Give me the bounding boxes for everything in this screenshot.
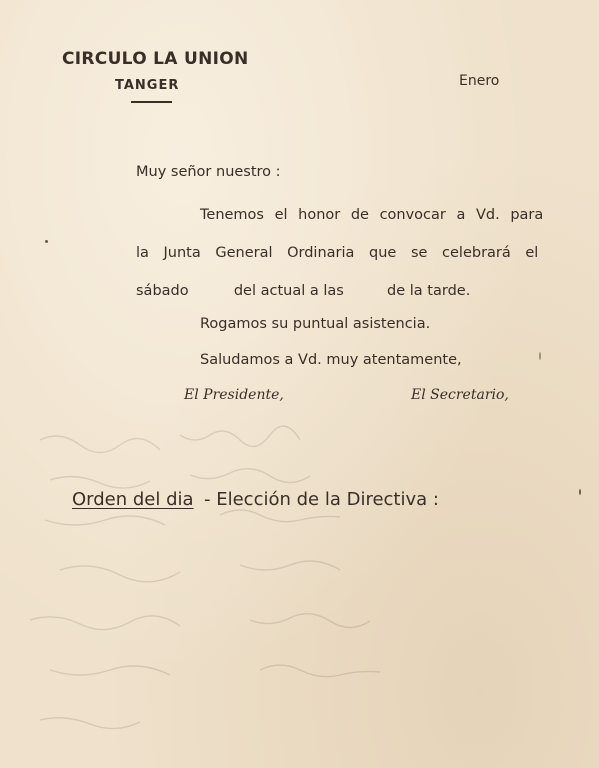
paper-speck: [539, 352, 541, 360]
agenda-separator: -: [204, 489, 211, 510]
letter-line-5: Saludamos a Vd. muy atentamente,: [200, 352, 462, 368]
letter-line-2: [136, 245, 538, 261]
letter-line-1: [200, 207, 543, 223]
secretary-signature-label: El Secretario,: [411, 387, 509, 403]
header-divider: [131, 101, 172, 103]
paper-speck: [579, 489, 581, 495]
president-signature-label: El Presidente,: [184, 387, 284, 403]
agenda-item: [204, 489, 439, 510]
letter-line-3-weekday: sábado: [136, 283, 189, 299]
agenda-text: Elección de la Directiva :: [216, 489, 439, 510]
organization-name: CIRCULO LA UNION: [62, 49, 249, 69]
letter-line-3: [136, 283, 470, 299]
letter-line-3-end: de la tarde.: [387, 283, 471, 299]
letter-line-4: Rogamos su puntual asistencia.: [200, 316, 431, 332]
agenda-label: Orden del dia: [72, 489, 194, 510]
letter-line-3-mid: del actual a las: [233, 283, 344, 299]
letter-line-1-text: Tenemos el honor de convocar a Vd. para: [200, 207, 544, 223]
salutation: Muy señor nuestro :: [136, 164, 281, 180]
paper-speck: [45, 240, 48, 243]
city-name: TANGER: [115, 78, 180, 93]
month-label: Enero: [459, 73, 500, 89]
letter-line-2-text: la Junta General Ordinaria que se celebrará el: [136, 245, 539, 261]
